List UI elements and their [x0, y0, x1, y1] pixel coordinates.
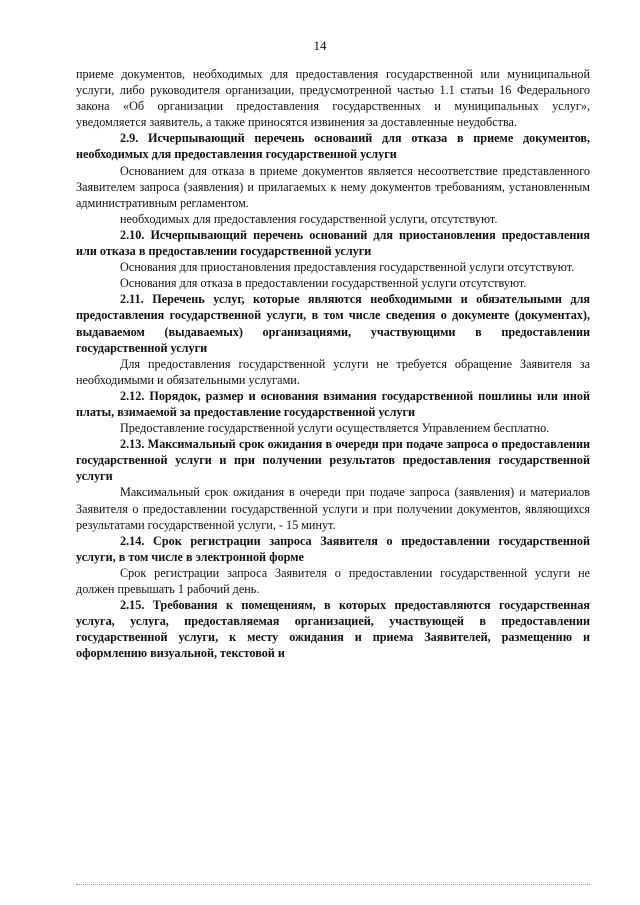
paragraph: Основания для приостановления предоставления государственной услуги отсутствуют.: [120, 260, 575, 275]
paragraph: Срок регистрации запроса Заявителя о предоставлении государственной услуги не должен превышать 1 рабочий день.: [76, 565, 590, 596]
section-heading-2-15: 2.15. Требования к помещениям, в которых предоставляются государственная услуга, услуга, предоставляемая организацией, участвующей в предоставлении государственной услуги, к месту ожидания и приема Заявителей, размещению и оформлению визуальной, текстовой и: [76, 598, 590, 661]
paragraph: Максимальный срок ожидания в очереди при подаче запроса (заявления) и материалов Заявителя о предоставлении государственной услуги и при получении документов, являющихся результатами государственной услуги, - 15 минут.: [76, 485, 590, 532]
paragraph: Основанием для отказа в приеме документов является несоответствие представленного Заявителем запроса (заявления) и прилагаемых к нему документов требованиям, установленным административным регламентом.: [76, 163, 590, 210]
section-heading-2-12: 2.12. Порядок, размер и основания взимания государственной пошлины или иной платы, взимаемой за предоставление государственной услуги: [76, 388, 590, 419]
page-number: 14: [313, 38, 327, 53]
paragraph: приеме документов, необходимых для предоставления государственной или муниципальной услуги, либо руководителя организации, предусмотренной частью 1.1 статьи 16 Федерального закона «Об организации предоставления государственных и муниципальных услуг», уведомляется заявитель, а также приносятся извинения за доставленные неудобства.: [76, 67, 590, 130]
section-heading-2-13: 2.13. Максимальный срок ожидания в очереди при подаче запроса о предоставлении государственной услуги и при получении результатов предоставления государственной услуги: [76, 437, 590, 484]
paragraph: Предоставление государственной услуги осуществляется Управлением бесплатно.: [120, 421, 550, 436]
section-heading-2-14: 2.14. Срок регистрации запроса Заявителя о предоставлении государственной услуги, в том числе в электронной форме: [76, 533, 590, 564]
section-heading-2-11: 2.11. Перечень услуг, которые являются необходимыми и обязательными для предоставления государственной услуги, в том числе сведения о документе (документах), выдаваемом (выдаваемых) организациями, участвующими в предоставлении государственной услуги: [76, 292, 590, 355]
bottom-divider: [76, 884, 590, 885]
section-heading-2-9: 2.9. Исчерпывающий перечень оснований для отказа в приеме документов, необходимых для предоставления государственной услуги: [76, 131, 590, 162]
paragraph: Основания для отказа в предоставлении государственной услуги отсутствуют.: [120, 276, 527, 291]
section-heading-2-10: 2.10. Исчерпывающий перечень оснований для приостановления предоставления или отказа в предоставлении государственной услуги: [76, 227, 590, 259]
paragraph: необходимых для предоставления государственной услуги, отсутствуют.: [120, 211, 498, 226]
document-body: [76, 66, 590, 661]
paragraph: Для предоставления государственной услуги не требуется обращение Заявителя за необходимыми и обязательными услугами.: [76, 356, 590, 387]
